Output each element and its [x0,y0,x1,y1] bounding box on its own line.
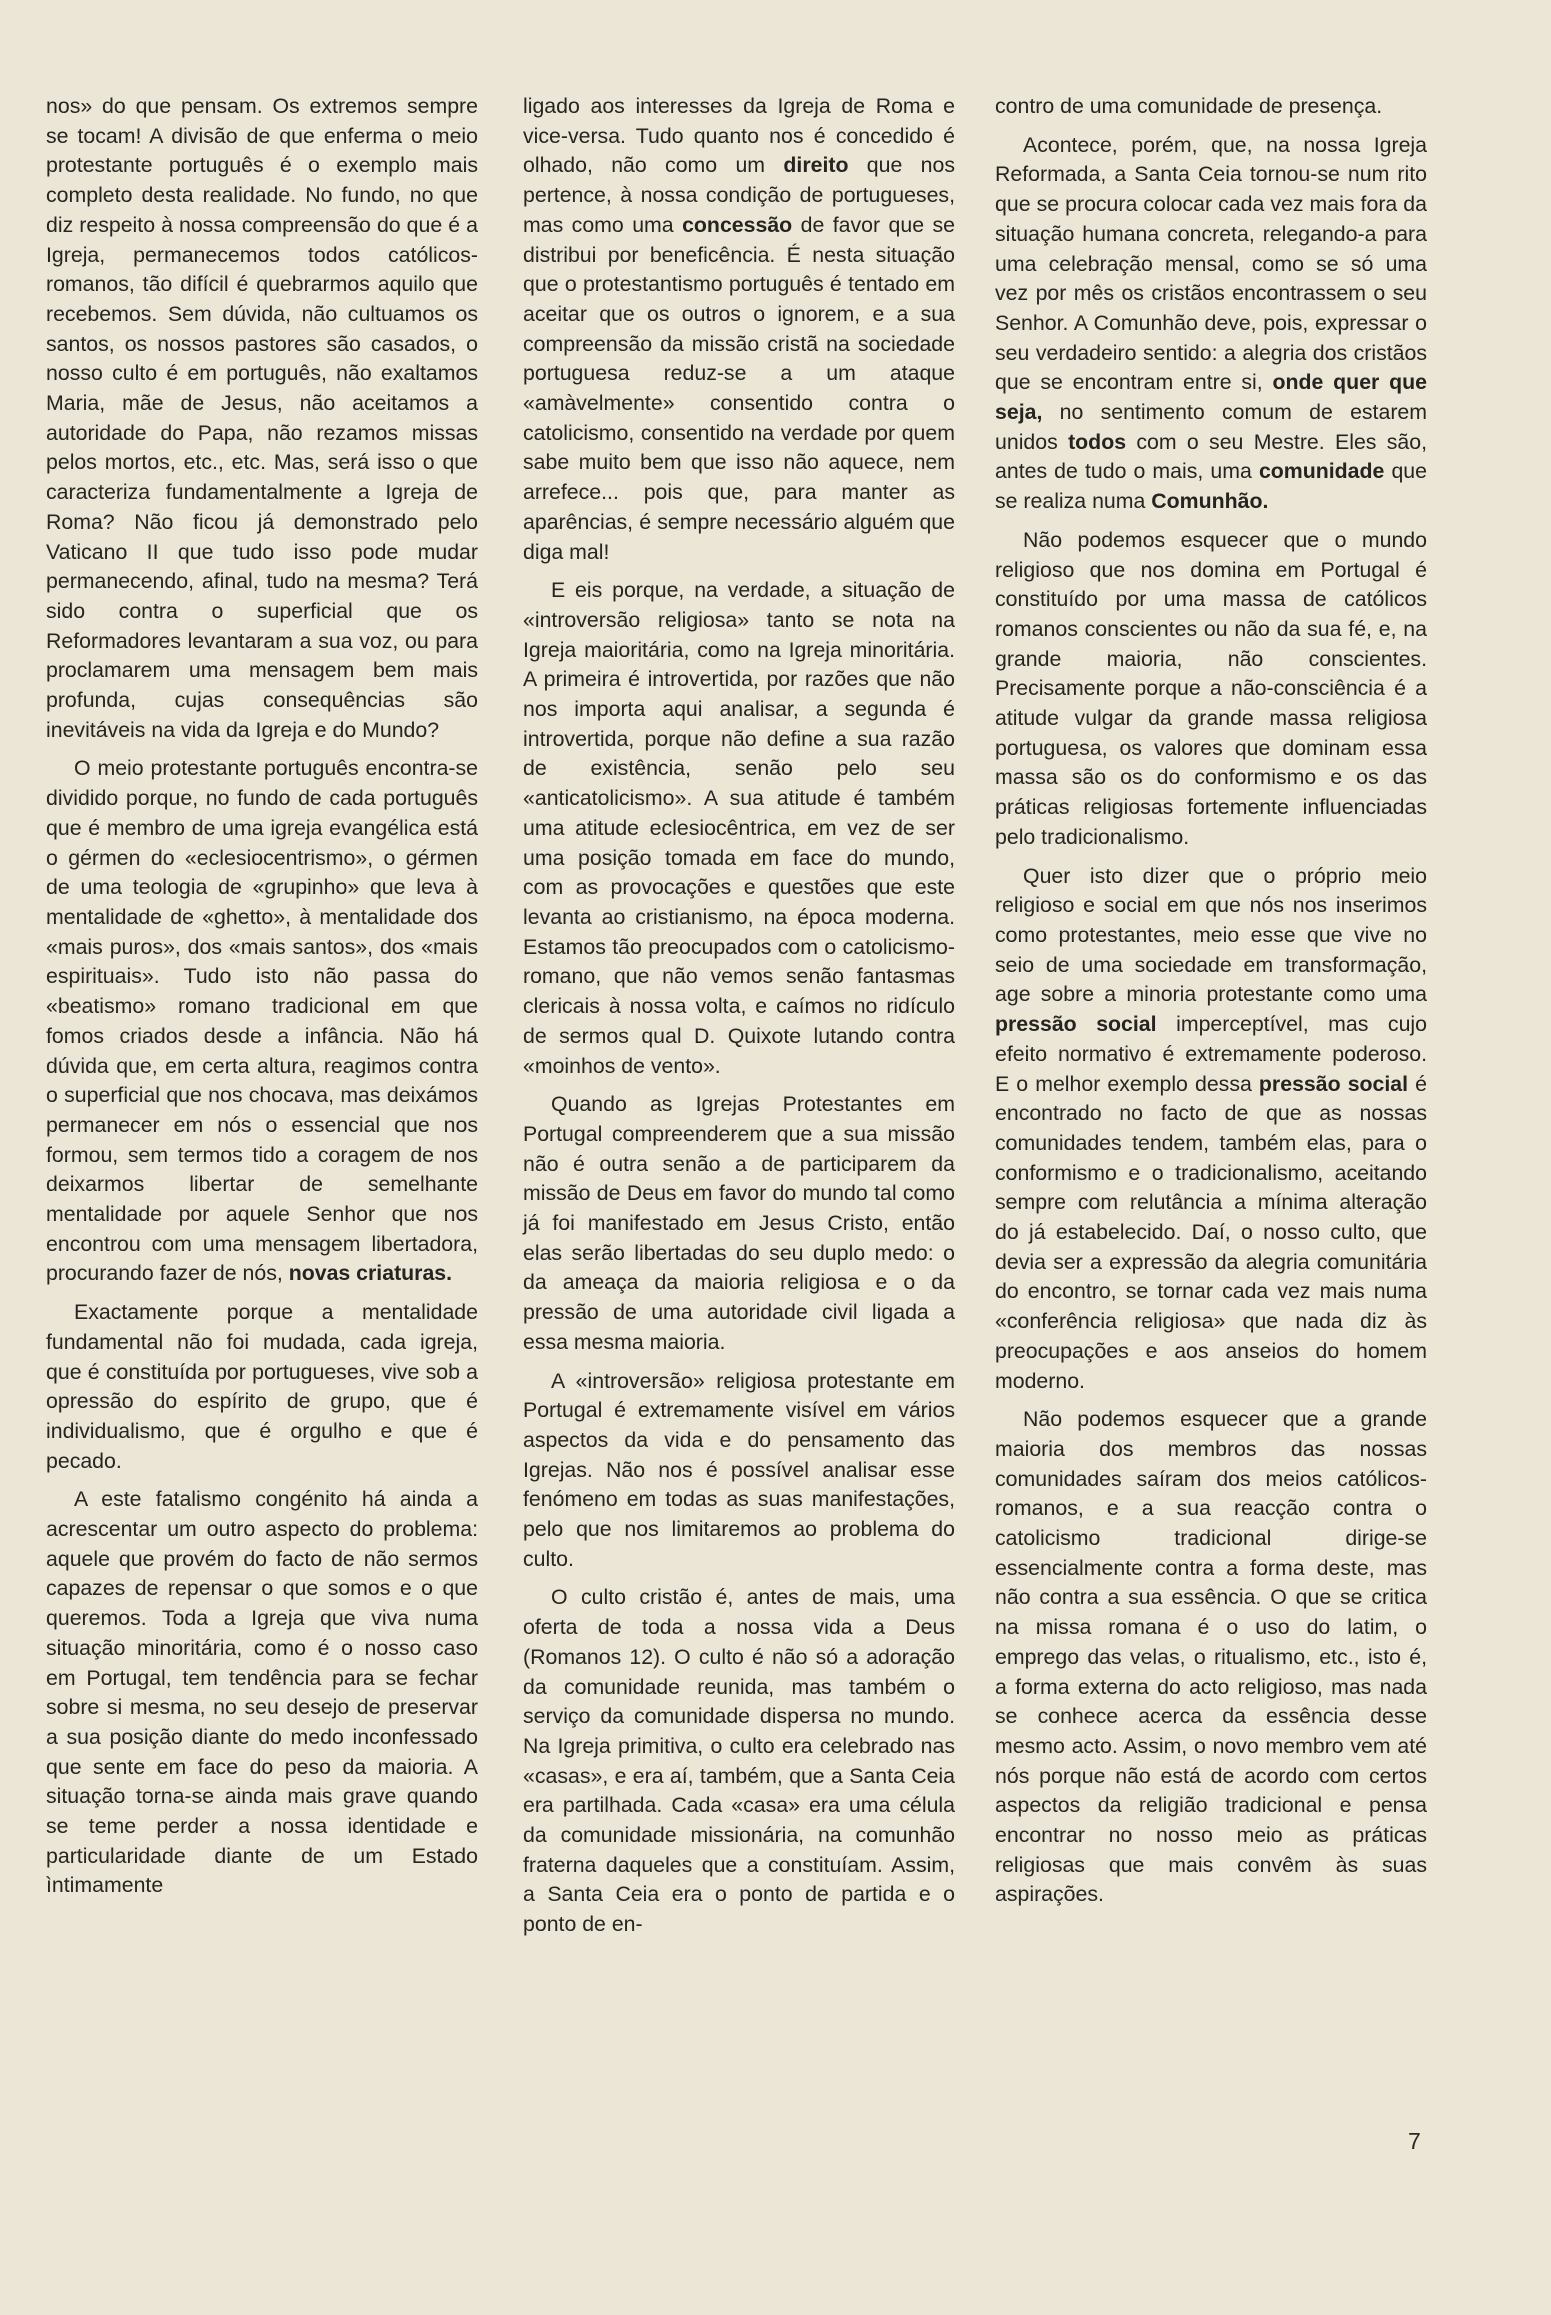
text-run: de favor que se distribui por beneficência. É nesta situação que o protestantismo português é tentado em aceitar que os outros o ignorem, e a sua compreensão da missão cristã na sociedade portuguesa reduz-se a um ataque «amàvelmente» consentido contra o catolicismo, consentido na verdade por quem sabe muito bem que isso não aquece, nem arrefece... pois que, para manter as aparências, é sempre necessário alguém que diga mal! [523,212,955,564]
text-run: no sentimento comum de estarem unidos [995,400,1427,454]
bold-phrase: novas criaturas. [288,1261,453,1286]
bold-phrase: direito [783,153,849,178]
text-run: que se realiza numa [995,459,1427,514]
text-run: Quer isto dizer que o próprio meio religioso e social em que nós nos inserimos como protestantes, meio esse que vive no seio de uma sociedade em transformação, age sobre a minoria protestante como uma [995,863,1427,1007]
paragraph [995,1405,1427,1910]
page-number: 7 [1408,2128,1421,2154]
text-run: que nos pertence, à nossa condição de portugueses, mas como uma [523,153,955,237]
paragraph [523,1583,955,1939]
text-run: Não podemos esquecer que a grande maioria dos membros das nossas comunidades saíram dos meios católicos-romanos, e a sua reacção contra o catolicismo tradicional dirige-se essencialmente contra a forma deste, mas não contra a sua essência. O que se critica na missa romana é o uso do latim, o emprego das velas, o ritualismo, etc., isto é, a forma externa do acto religioso, mas nada se conhece acerca da essência desse mesmo acto. Assim, o novo membro vem até nós porque não está de acordo com certos aspectos da religião tradicional e pensa encontrar no nosso meio as práticas religiosas que mais convêm às suas aspirações. [995,1407,1427,1907]
bold-phrase: comunidade [1258,459,1385,484]
paragraph [523,92,955,567]
text-column-1 [46,92,478,1910]
text-run: contro de uma comunidade de presença. [995,94,1383,118]
text-run: O meio protestante português encontra-se dividido porque, no fundo de cada português que é membro de uma igreja evangélica está o gérmen do «eclesiocentrismo», o gérmen de uma teologia de «grupinho» que leva à mentalidade de «ghetto», à mentalidade dos «mais puros», dos «mais santos», dos «mais espirituais». Tudo isto não passa do «beatismo» romano tradicional em que fomos criados desde a infância. Não há dúvida que, em certa altura, reagimos contra o superficial que nos chocava, mas deixámos permanecer em nós o essencial que nos formou, sem termos tido a coragem de nos deixarmos libertar de semelhante mentalidade por aquele Senhor que nos encontrou com uma mensagem libertadora, procurando fazer de nós, [46,756,478,1286]
paragraph [46,1298,478,1476]
paragraph [46,754,478,1289]
text-run: ligado aos interesses da Igreja de Roma e vice-versa. Tudo quanto nos é concedido é olhado, não como um [523,94,955,178]
bold-phrase: pressão social [1258,1071,1409,1096]
bold-phrase: concessão [682,212,793,237]
paragraph [46,92,478,745]
paragraph [995,862,1427,1397]
text-run: O culto cristão é, antes de mais, uma oferta de toda a nossa vida a Deus (Romanos 12). O culto é não só a adoração da comunidade reunida, mas também o serviço da comunidade dispersa no mundo. Na Igreja primitiva, o culto era celebrado nas «casas», e era aí, também, que a Santa Ceia era partilhada. Cada «casa» era uma célula da comunidade missionária, na comunhão fraterna daqueles que a constituíam. Assim, a Santa Ceia era o ponto de partida e o ponto de en- [523,1585,955,1937]
text-run: Exactamente porque a mentalidade fundamental não foi mudada, cada igreja, que é constituída por portugueses, vive sob a opressão do espírito de grupo, que é individualismo, que é orgulho e que é pecado. [46,1300,478,1473]
text-run: A este fatalismo congénito há ainda a acrescentar um outro aspecto do problema: aquele que provém do facto de não sermos capazes de repensar o que somos e o que queremos. Toda a Igreja que viva numa situação minoritária, como é o nosso caso em Portugal, tem tendência para se fechar sobre si mesma, no seu desejo de preservar a sua posição diante do medo inconfessado que sente em face do peso da maioria. A situação torna-se ainda mais grave quando se teme perder a nossa identidade e particularidade diante de um Estado ìntimamente [46,1487,478,1898]
text-column-2 [523,92,955,1949]
text-run: A «introversão» religiosa protestante em Portugal é extremamente visível em vários aspectos da vida e do pensamento das Igrejas. Não nos é possível analisar esse fenómeno em todas as suas manifestações, pelo que nos limitaremos ao problema do culto. [523,1368,955,1571]
bold-phrase: onde quer que seja, [995,370,1427,425]
text-run: Não podemos esquecer que o mundo religioso que nos domina em Portugal é constituído por uma massa de católicos romanos conscientes ou não da sua fé, e, na grande maioria, não conscientes. Precisamente porque a não-consciência é a atitude vulgar da grande massa religiosa portuguesa, os valores que dominam essa massa são os do conformismo e os das práticas religiosas fortemente influenciadas pelo tradicionalismo. [995,527,1427,849]
paragraph [46,1485,478,1901]
paragraph [523,576,955,1081]
paragraph [523,1090,955,1357]
paragraph [995,526,1427,853]
text-run: com o seu Mestre. Eles são, antes de tudo o mais, uma [995,429,1427,484]
bold-phrase: todos [1068,429,1127,454]
paragraph [995,131,1427,517]
text-run: nos» do que pensam. Os extremos sempre se tocam! A divisão de que enferma o meio protestante português é o exemplo mais completo desta realidade. No fundo, no que diz respeito à nossa compreensão do que é a Igreja, permanecemos todos católicos-romanos, tão difícil é quebrarmos aquilo que recebemos. Sem dúvida, não cultuamos os santos, os nossos pastores são casados, o nosso culto é em português, não exaltamos Maria, mãe de Jesus, não aceitamos a autoridade do Papa, não rezamos missas pelos mortos, etc., etc. Mas, será isso o que caracteriza fundamentalmente a Igreja de Roma? Não ficou já demonstrado pelo Vaticano II que tudo isso pode mudar permanecendo, afinal, tudo na mesma? Terá sido contra o superficial que os Reformadores levantaram a sua voz, ou para proclamarem uma mensagem bem mais profunda, cujas consequências são inevitáveis na vida da Igreja e do Mundo? [46,94,478,742]
text-run: Acontece, porém, que, na nossa Igreja Reformada, a Santa Ceia tornou-se num rito que se procura colocar cada vez mais fora da situação humana concreta, relegando-a para uma celebração mensal, como se só uma vez por mês os cristãos encontrassem o seu Senhor. A Comunhão deve, pois, expressar o seu verdadeiro sentido: a alegria dos cristãos que se encontram entre si, [995,132,1427,395]
text-column-3 [995,92,1427,1919]
bold-phrase: pressão social [995,1012,1157,1037]
paragraph [523,1367,955,1575]
paragraph [995,92,1427,122]
text-run: E eis porque, na verdade, a situação de «introversão religiosa» tanto se nota na Igreja maioritária, como na Igreja minoritária. A primeira é introvertida, por razões que não nos importa aqui analisar, a segunda é introvertida, porque não define a sua razão de existência, senão pelo seu «anticatolicismo». A sua atitude é também uma atitude eclesiocêntrica, em vez de ser uma posição tomada em face do mundo, com as provocações e questões que este levanta ao cristianismo, na época moderna. Estamos tão preocupados com o catolicismo-romano, que não vemos senão fantasmas clericais à nossa volta, e caímos no ridículo de sermos qual D. Quixote lutando contra «moinhos de vento». [523,578,955,1078]
text-run: é encontrado no facto de que as nossas comunidades tendem, também elas, para o conformismo e o tradicionalismo, aceitando sempre com relutância a mínima alteração do já estabelecido. Daí, o nosso culto, que devia ser a expressão da alegria comunitária do encontro, se tornar cada vez mais numa «conferência religiosa» que nada diz às preocupações e aos anseios do homem moderno. [995,1071,1428,1393]
text-run: Quando as Igrejas Protestantes em Portugal compreenderem que a sua missão não é outra senão a de participarem da missão de Deus em favor do mundo tal como já foi manifestado em Jesus Cristo, então elas serão libertadas do seu duplo medo: o da ameaça da maioria religiosa e o da pressão de uma autoridade civil ligada a essa mesma maioria. [523,1092,955,1354]
text-run: imperceptível, mas cujo efeito normativo é extremamente poderoso. E o melhor exemplo dessa [995,1012,1427,1096]
bold-phrase: Comunhão. [1151,489,1269,514]
